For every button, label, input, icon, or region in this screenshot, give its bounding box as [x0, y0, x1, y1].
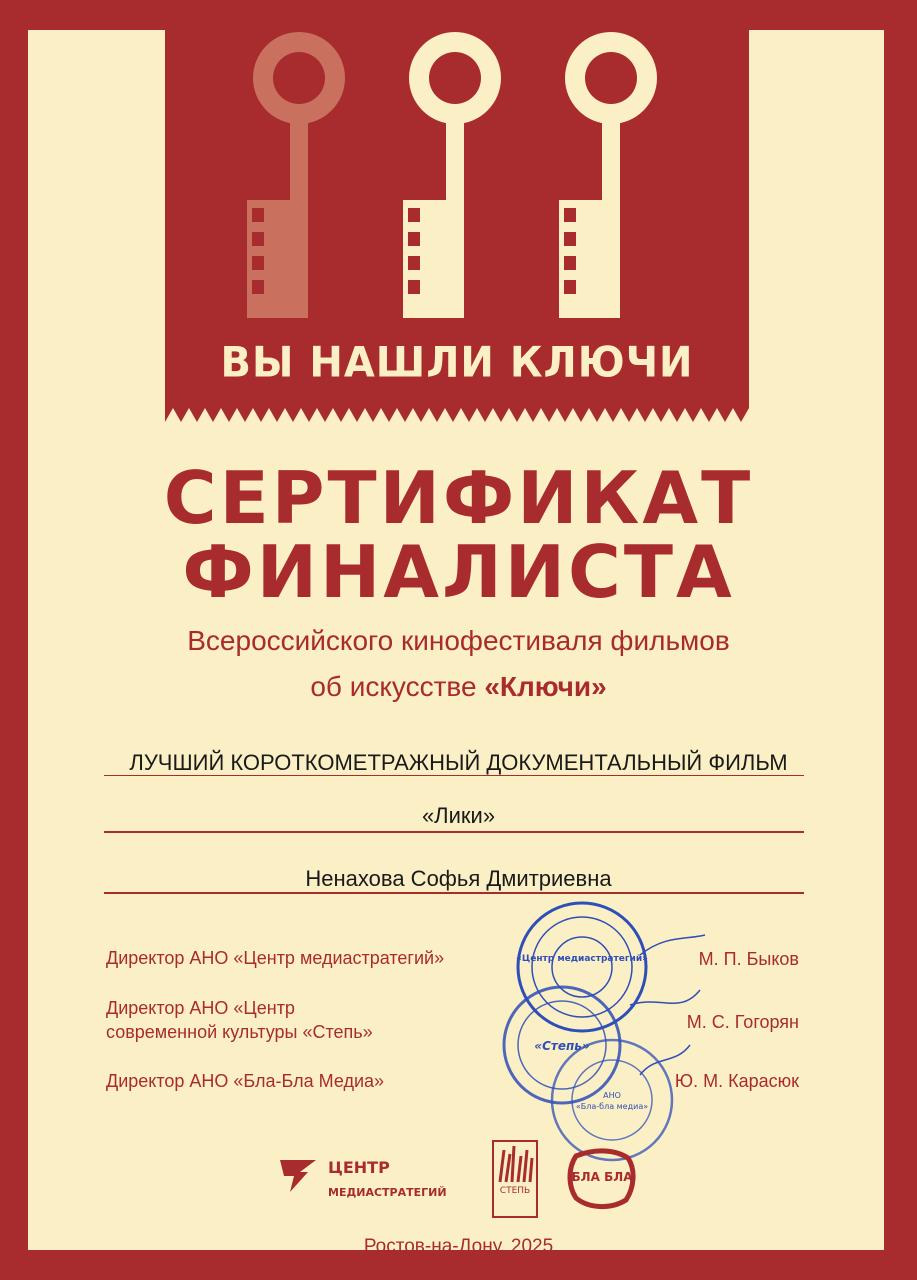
- film-title: «Лики»: [421, 803, 496, 828]
- logo-blabla: [566, 1148, 638, 1210]
- subtitle-prefix: об искусстве: [310, 671, 477, 702]
- stamp-blabla: [552, 1040, 672, 1160]
- grass-icon: [494, 1144, 536, 1184]
- logo-blabla-text: БЛА БЛА: [571, 1170, 633, 1184]
- signatory-role-2-line1: Директор АНО «Центр: [106, 998, 295, 1018]
- logo-step: [492, 1140, 538, 1218]
- signatory-role-1: Директор АНО «Центр медиастратегий»: [106, 948, 445, 968]
- stamp-center-mediastrategy: [518, 903, 646, 1031]
- recipient-name: Ненахова Софья Дмитриевна: [305, 866, 612, 891]
- banner: [165, 0, 749, 422]
- certificate-title-line2: ФИНАЛИСТА: [182, 530, 735, 614]
- logo-step-text: СТЕПЬ: [499, 1186, 531, 1196]
- signatory-name-2: М. С. Гогорян: [686, 1012, 799, 1032]
- signatory-name-3: Ю. М. Карасюк: [674, 1071, 799, 1091]
- stamps: [490, 895, 710, 1170]
- nomination: ЛУЧШИЙ КОРОТКОМЕТРАЖНЫЙ ДОКУМЕНТАЛЬНЫЙ ФИЛЬМ: [129, 750, 788, 775]
- stamp3-text-line2: «Бла-бла медиа»: [575, 1102, 649, 1111]
- signatory-role-3: Директор АНО «Бла-Бла Медиа»: [106, 1071, 385, 1091]
- certificate-title-line1: СЕРТИФИКАТ: [163, 456, 754, 540]
- subtitle-line1: Всероссийского кинофестиваля фильмов: [187, 625, 730, 656]
- nomination-underline: [104, 775, 804, 776]
- logo-center-line2: МЕДИАСТРАТЕГИЙ: [328, 1186, 447, 1199]
- banner-title: ВЫ НАШЛИ КЛЮЧИ: [220, 338, 694, 388]
- signatory-role-2-line2: современной культуры «Степь»: [106, 1022, 373, 1043]
- logo-center-line1: ЦЕНТР: [328, 1158, 390, 1177]
- footer-place-date: Ростов-на-Дону, 2025: [363, 1236, 554, 1257]
- logo-center-mediastrategy: [278, 1156, 318, 1199]
- signatory-name-1: М. П. Быков: [698, 949, 799, 969]
- festival-name: «Ключи»: [484, 671, 607, 702]
- subtitle-line2: [0, 668, 917, 706]
- logo-mark-icon: [278, 1156, 318, 1194]
- signatory-role-2: [106, 996, 373, 1045]
- stamp3-text-line1: АНО: [603, 1091, 621, 1100]
- stamp1-text: «Центр медиастратегий»: [516, 954, 648, 964]
- recipient-rule: [104, 892, 804, 894]
- stamp2-text: «Степь»: [534, 1039, 590, 1053]
- film-rule: [104, 831, 804, 833]
